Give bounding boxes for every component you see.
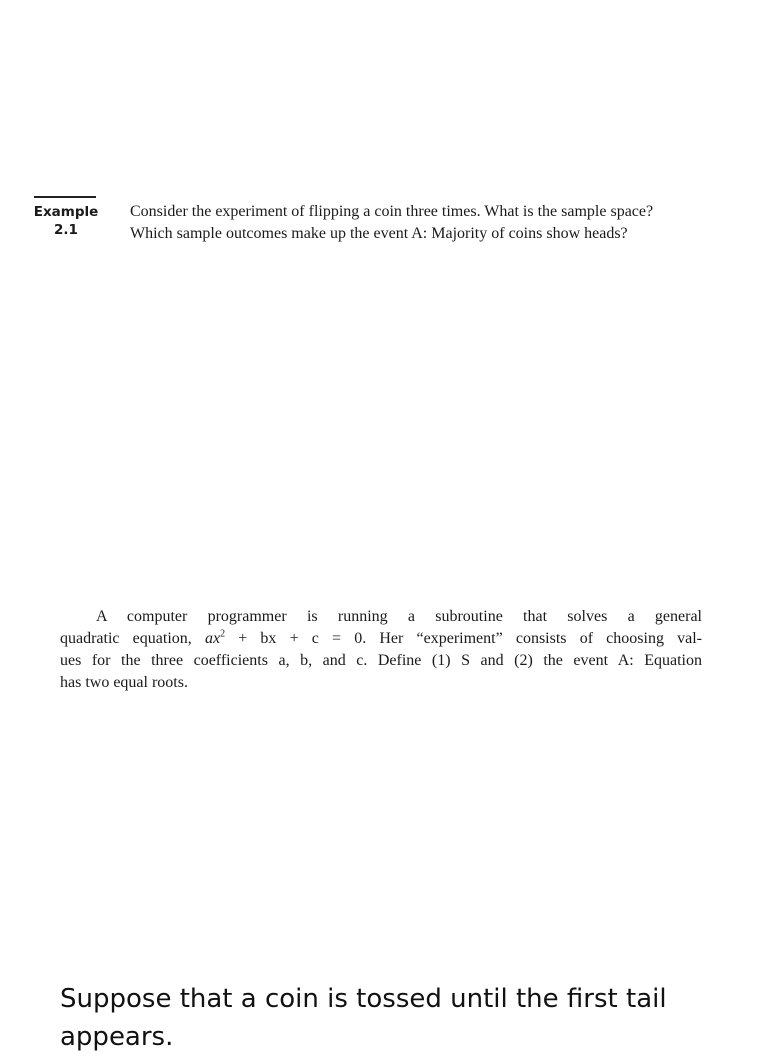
example-text	[130, 201, 750, 245]
example-rule-divider	[34, 196, 96, 198]
example-text-line-1: Consider the experiment of flipping a coin three times. What is the sample space?	[130, 203, 654, 220]
paragraph-line-2-end: + bx + c = 0. Her “experiment” consists of choosing val-	[225, 630, 702, 647]
example-label-word: Example	[33, 204, 99, 220]
example-label-number: 2.1	[54, 222, 78, 238]
paragraph-line-4: has two equal roots.	[60, 674, 188, 691]
quadratic-paragraph	[60, 606, 702, 694]
example-text-line-2: Which sample outcomes make up the event A: Majority of coins show heads?	[130, 225, 628, 242]
equation-exponent: 2	[220, 628, 226, 640]
paragraph-line-1: A computer programmer is running a subroutine that solves a general	[96, 608, 702, 625]
example-label	[32, 203, 100, 239]
paragraph-line-3: ues for the three coefficients a, b, and c. Define (1) S and (2) the event A: Equation	[60, 652, 702, 669]
paragraph-line-2	[60, 628, 702, 650]
coin-toss-question: Suppose that a coin is tossed until the first tail appears.	[60, 984, 667, 1052]
paragraph-line-2-start: quadratic equation,	[60, 630, 205, 647]
equation-term: ax	[204, 630, 221, 647]
